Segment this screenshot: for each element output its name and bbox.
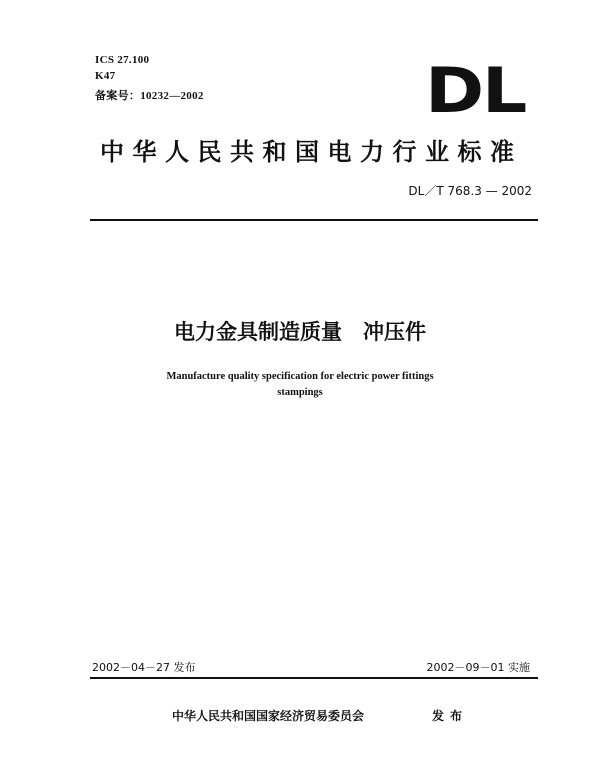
- standard-number: DL／T 768.3 — 2002: [408, 184, 532, 198]
- header-divider: [90, 219, 538, 221]
- document-title-english-line1: Manufacture quality specification for electric power fittings: [166, 371, 434, 382]
- issue-date: 2002－04－27 发布: [92, 661, 196, 674]
- industry-standard-heading: 中华人民共和国电力行业标准: [100, 138, 523, 166]
- document-title-chinese: 电力金具制造质量 冲压件: [174, 320, 426, 344]
- ics-code: ICS 27.100: [95, 54, 150, 66]
- document-title-english-line2: stampings: [277, 387, 323, 398]
- implementation-date: 2002－09－01 实施: [426, 661, 530, 674]
- issuing-authority: 中华人民共和国国家经济贸易委员会: [172, 709, 365, 723]
- classification-code: K47: [95, 70, 116, 82]
- dl-logo: DL: [425, 54, 526, 127]
- footer-divider: [90, 677, 538, 679]
- record-number: 备案号：10232—2002: [95, 90, 204, 102]
- issue-label: 发布: [432, 709, 469, 723]
